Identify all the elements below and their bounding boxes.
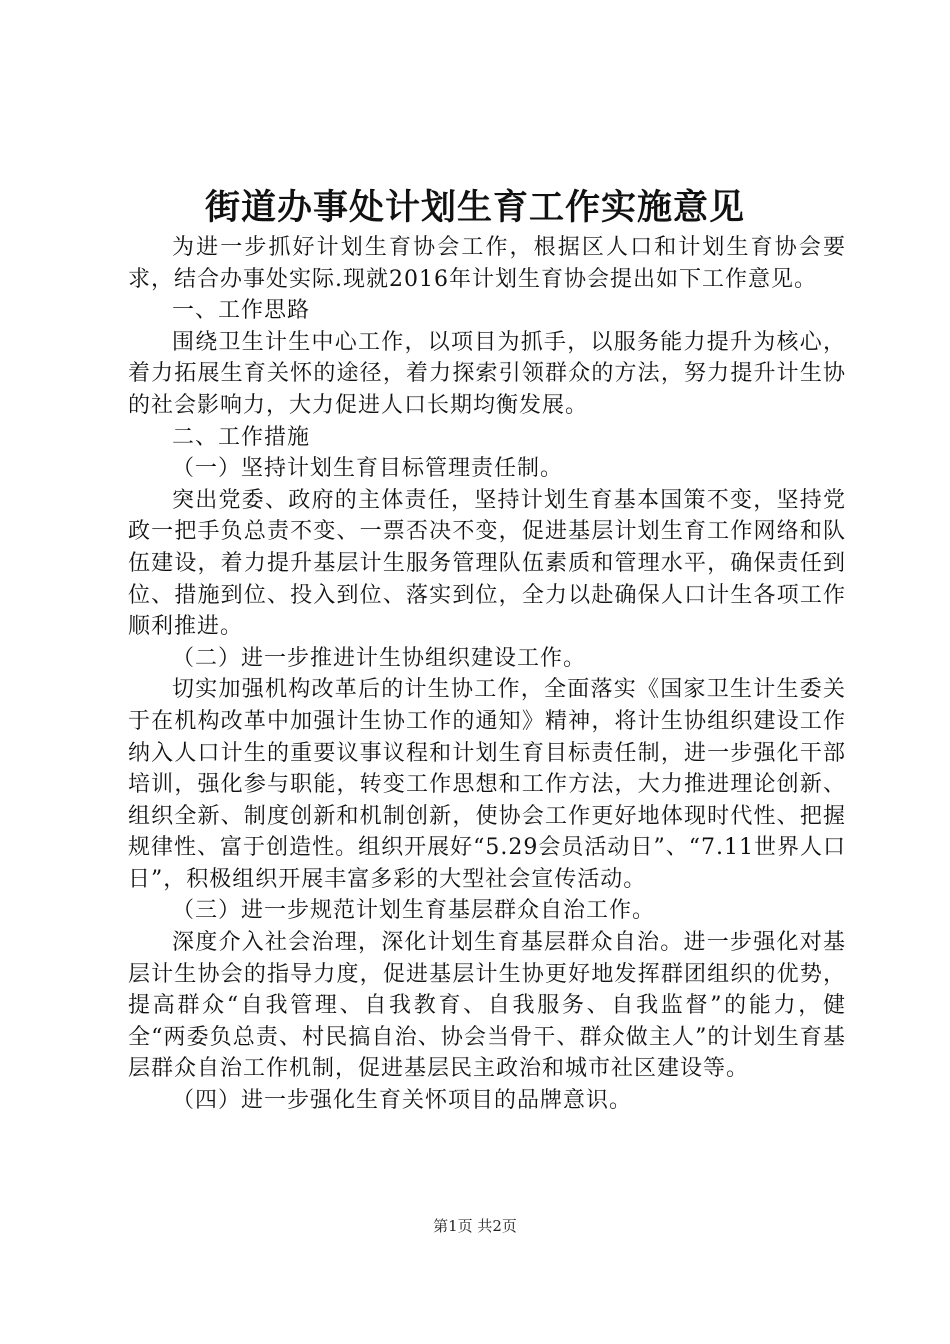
measure-1-paragraph: 突出党委、政府的主体责任，坚持计划生育基本国策不变，坚持党政一把手负总责不变、一票否决不变，促进基层计划生育工作网络和队伍建设，着力提升基层计生服务管理队伍素质和管理水平，确保责任到位、措施到位、投入到位、落实到位，全力以赴确保人口计生各项工作顺利推进。 bbox=[128, 487, 846, 640]
measure-4-heading: （四）进一步强化生育关怀项目的品牌意识。 bbox=[172, 1088, 633, 1114]
measure-2-heading: （二）进一步推进计生协组织建设工作。 bbox=[172, 645, 587, 671]
work-idea-paragraph: 围绕卫生计生中心工作，以项目为抓手，以服务能力提升为核心，着力拓展生育关怀的途径，着力探索引领群众的方法，努力提升计生协的社会影响力，大力促进人口长期均衡发展。 bbox=[128, 329, 846, 418]
page-number-footer: 第1页 共2页 bbox=[433, 1217, 517, 1235]
section-heading-work-idea: 一、工作思路 bbox=[172, 298, 311, 324]
intro-paragraph: 为进一步抓好计划生育协会工作，根据区人口和计划生育协会要求，结合办事处实际.现就2016年计划生育协会提出如下工作意见。 bbox=[128, 235, 846, 292]
section-heading-work-measures: 二、工作措施 bbox=[172, 424, 311, 450]
document-title: 街道办事处计划生育工作实施意见 bbox=[204, 187, 745, 228]
measure-2-paragraph: 切实加强机构改革后的计生协工作，全面落实《国家卫生计生委关于在机构改革中加强计生协工作的通知》精神，将计生协组织建设工作纳入人口计生的重要议事议程和计划生育目标责任制，进一步强化干部培训，强化参与职能，转变工作思想和工作方法，大力推进理论创新、组织全新、制度创新和机制创新，使协会工作更好地体现时代性、把握规律性、富于创造性。组织开展好“5.29会员活动日”、“7.11世界人口日”，积极组织开展丰富多彩的大型社会宣传活动。 bbox=[128, 677, 846, 892]
document-body bbox=[128, 232, 846, 1117]
measure-3-paragraph: 深度介入社会治理，深化计划生育基层群众自治。进一步强化对基层计生协会的指导力度，促进基层计生协更好地发挥群团组织的优势，提高群众“自我管理、自我教育、自我服务、自我监督”的能力，健全“两委负总责、村民搞自治、协会当骨干、群众做主人”的计划生育基层群众自治工作机制，促进基层民主政治和城市社区建设等。 bbox=[128, 930, 846, 1082]
measure-1-heading: （一）坚持计划生育目标管理责任制。 bbox=[172, 456, 564, 482]
measure-3-heading: （三）进一步规范计划生育基层群众自治工作。 bbox=[172, 898, 656, 924]
